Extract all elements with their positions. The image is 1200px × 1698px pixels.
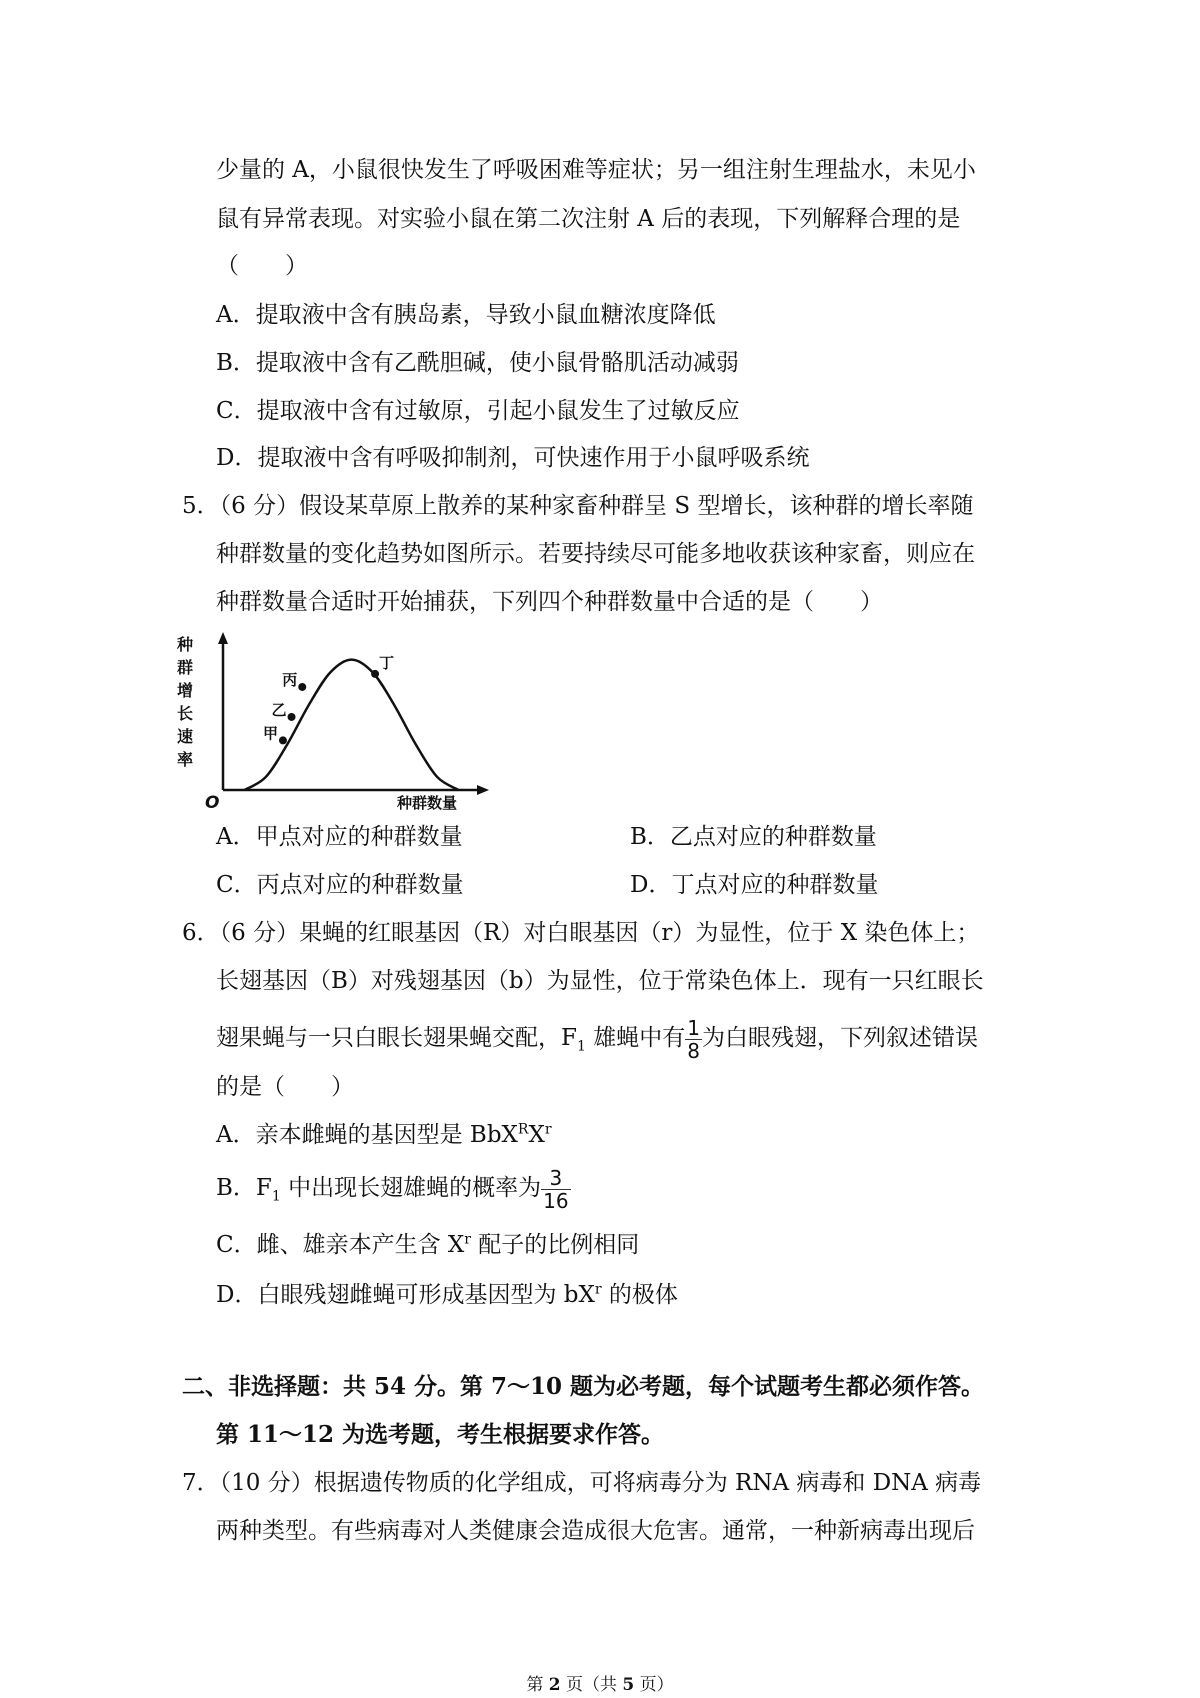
q5-option-a: A．甲点对应的种群数量 [216,824,463,850]
section2-heading-line1: 二、非选择题：共 54 分。第 7～10 题为必考题，每个试题考生都必须作答。 [182,1373,985,1400]
y-axis-arrow [218,632,228,644]
q7-line2: 两种类型。有些病毒对人类健康会造成很大危害。通常，一种新病毒出现后 [216,1518,975,1544]
q6-option-d: D．白眼残翅雌蝇可形成基因型为 $bX^r$ 的极体 [216,1281,678,1308]
origin-label: O [205,793,220,810]
point-marker [298,683,306,691]
fraction-one-eighth: $\frac{1}{8}$ [687,1015,700,1063]
q6-line1: 6．（6 分）果蝇的红眼基因（R）对白眼基因（r）为显性，位于 X 染色体上； [182,920,980,946]
q6-option-c: C．雌、雄亲本产生含 $X^r$ 配子的比例相同 [216,1231,640,1258]
x-axis-label: 种群数量 [397,794,458,810]
fraction-three-sixteenths: $\frac{3}{16}$ [543,1165,569,1213]
q7-line1: 7．（10 分）根据遗传物质的化学组成，可将病毒分为 RNA 病毒和 DNA 病毒 [182,1470,982,1496]
q5-line3: 种群数量合适时开始捕获，下列四个种群数量中合适的是（ ） [216,589,883,615]
q4-line3: （ ） [216,253,308,279]
q6-option-a: A．亲本雌蝇的基因型是 $BbX^RX^r$ [216,1121,552,1148]
q6-option-b: B．$F_1$ 中出现长翅雄蝇的概率为 $\frac{3}{16}$ [216,1165,569,1213]
population-growth-chart [175,630,495,810]
q5-option-d: D．丁点对应的种群数量 [630,872,879,898]
y-axis-label-char: 长 [177,704,194,723]
q5-line2: 种群数量的变化趋势如图所示。若要持续尽可能多地收获该种家畜，则应在 [216,541,975,567]
section2-heading-line2: 第 11～12 为选考题，考生根据要求作答。 [216,1421,665,1448]
point-label: 丁 [379,653,395,672]
q4-line2: 鼠有异常表现。对实验小鼠在第二次注射 A 后的表现，下列解释合理的是 [216,206,961,232]
point-label: 甲 [262,724,278,743]
page-footer: 第 2 页（共 5 页） [526,1675,674,1695]
x-axis-arrow [477,785,489,795]
q4-option-b: B．提取液中含有乙酰胆碱，使小鼠骨骼肌活动减弱 [216,350,739,376]
point-label: 丙 [282,670,298,689]
point-label: 乙 [271,700,287,719]
y-axis-label-char: 增 [177,681,194,700]
q4-line1: 少量的 A，小鼠很快发生了呼吸困难等症状；另一组注射生理盐水，未见小 [216,157,976,183]
q6-line2: 长翅基因（B）对残翅基因（b）为显性，位于常染色体上．现有一只红眼长 [216,968,984,994]
y-axis-label-char: 率 [177,750,194,769]
point-marker [371,670,379,678]
q6-line3: 翅果蝇与一只白眼长翅果蝇交配，$F_1$ 雄蝇中有 $\frac{1}{8}$ 为白眼残翅，下列叙述错误 [216,1015,978,1063]
y-axis-label-char: 速 [177,727,194,746]
y-axis-label-char: 群 [177,658,194,677]
q4-option-a: A．提取液中含有胰岛素，导致小鼠血糖浓度降低 [216,302,716,328]
point-marker [279,736,287,744]
q5-option-c: C．丙点对应的种群数量 [216,872,464,898]
q5-line1: 5．（6 分）假设某草原上散养的某种家畜种群呈 S 型增长，该种群的增长率随 [182,493,974,519]
q4-option-c: C．提取液中含有过敏原，引起小鼠发生了过敏反应 [216,398,740,424]
q5-option-b: B．乙点对应的种群数量 [630,824,877,850]
point-marker [288,713,296,721]
q4-option-d: D．提取液中含有呼吸抑制剂，可快速作用于小鼠呼吸系统 [216,445,810,471]
q6-line4: 的是（ ） [216,1074,354,1100]
y-axis-label-char: 种 [177,635,194,654]
